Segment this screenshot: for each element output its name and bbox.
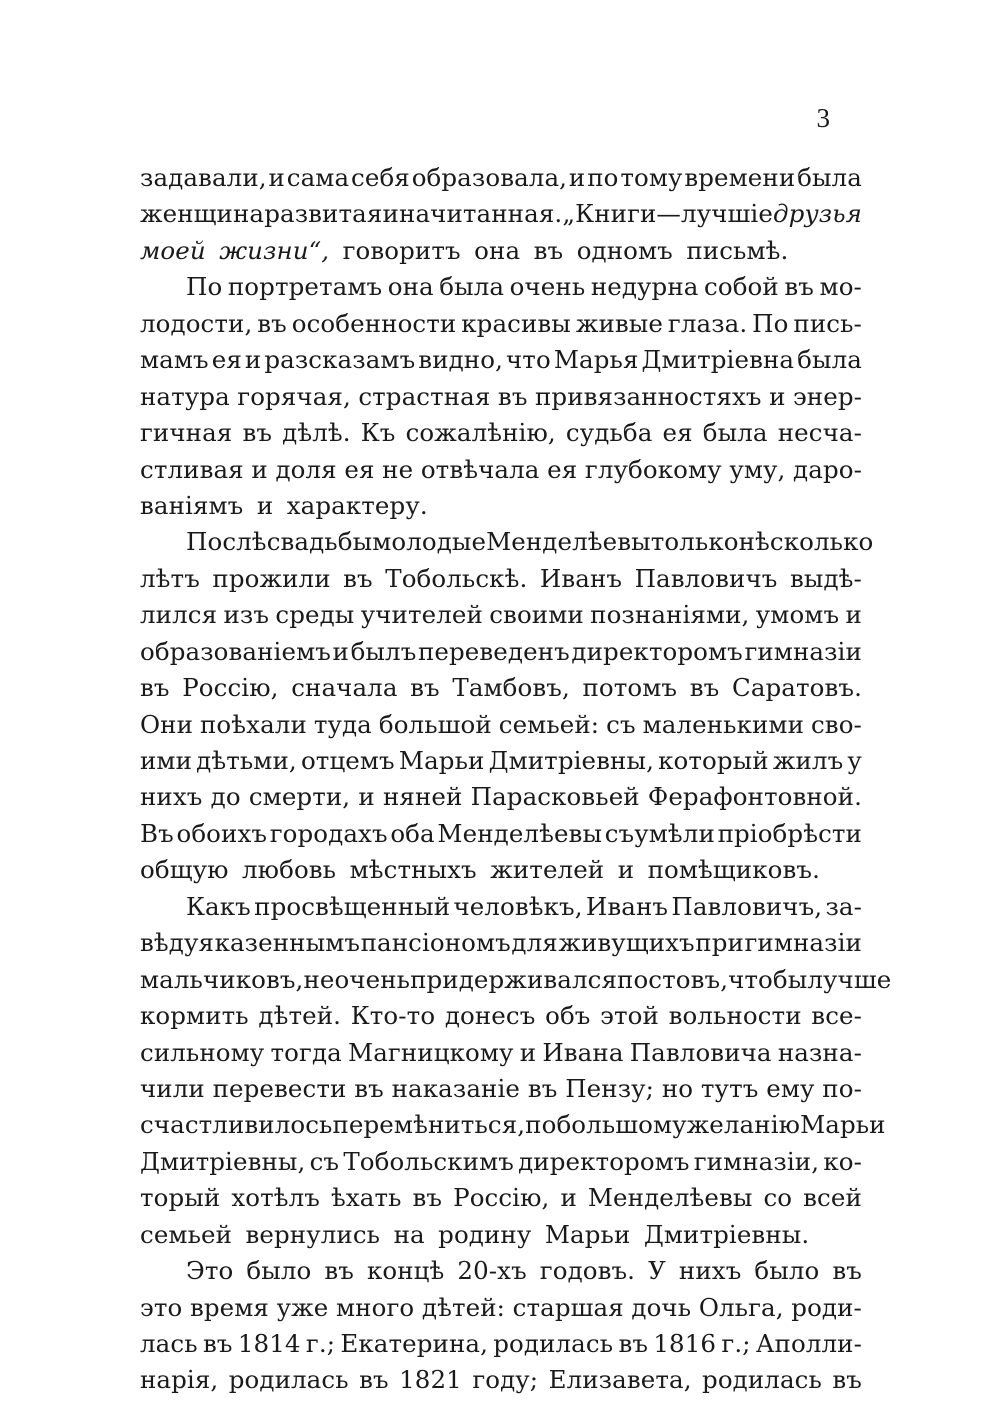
text-line: нарія, родилась въ 1821 году; Елизавета, родилась въ <box>140 1365 862 1395</box>
text-line: ими дѣтьми, отцемъ Марьи Дмитріевны, который жилъ у <box>140 746 862 775</box>
text-line: Какъ просвѣщенный человѣкъ, Иванъ Павловичъ, за- <box>186 891 862 921</box>
text-line: гичная въ дѣлѣ. Къ сожалѣнію, судьба ея была несча- <box>140 418 862 448</box>
text-line: моей жизни“, говоритъ она въ одномъ письмѣ. <box>140 235 789 265</box>
text-line: семьей вернулись на родину Марьи Дмитріевны. <box>140 1219 810 1249</box>
page-number: 3 <box>816 103 830 133</box>
text-line: женщина развитая и начитанная. „Книги—лучшіе друзья <box>140 199 862 229</box>
text-line: задавали, и сама себя образовала, и по тому времени была <box>140 163 862 192</box>
text-line: въ Россію, сначала въ Тамбовъ, потомъ въ Саратовъ. <box>140 673 862 703</box>
text-line: лодости, въ особенности красивы живые глаза. По пись- <box>140 308 862 338</box>
text-line: лась въ 1814 г.; Екатерина, родилась въ 1816 г.; Аполли- <box>140 1329 862 1358</box>
text-line: лился изъ среды учителей своими познаніями, умомъ и <box>140 600 862 630</box>
text-line: Въ обоихъ городахъ оба Менделѣевы съумѣли пріобрѣсти <box>140 818 862 848</box>
text-line: нихъ до смерти, и няней Парасковьей Ферафонтовной. <box>140 782 862 812</box>
text-line: торый хотѣлъ ѣхать въ Россію, и Менделѣевы со всей <box>140 1183 862 1213</box>
text-line: Послѣ свадьбы молодые Менделѣевы только нѣсколько <box>186 527 874 557</box>
text-line: стливая и доля ея не отвѣчала ея глубокому уму, даро- <box>140 454 862 484</box>
text-line: мамъ ея и разсказамъ видно, что Марья Дмитріевна была <box>140 345 862 375</box>
text-line: счастливилось перемѣниться, по большому желанію Марьи <box>140 1110 886 1140</box>
text-line: общую любовь мѣстныхъ жителей и помѣщиковъ. <box>140 855 820 885</box>
text-line: сильному тогда Магницкому и Ивана Павловича назна- <box>140 1037 862 1067</box>
text-line: лѣтъ прожили въ Тобольскѣ. Иванъ Павловичъ выдѣ- <box>140 563 862 593</box>
text-line: чили перевести въ наказаніе въ Пензу; но тутъ ему по- <box>140 1073 862 1103</box>
text-line: По портретамъ она была очень недурна собой въ мо- <box>186 272 862 302</box>
text-line: натура горячая, страстная въ привязанностяхъ и энер- <box>140 381 862 411</box>
body-text <box>140 160 892 1399</box>
text-line: Они поѣхали туда большой семьей: съ маленькими сво- <box>140 709 862 739</box>
text-line: кормить дѣтей. Кто-то донесъ объ этой вольности все- <box>140 1001 862 1031</box>
text-line: Это было въ концѣ 20-хъ годовъ. У нихъ было въ <box>186 1256 862 1286</box>
text-line: вѣдуя казеннымъ пансіономъ для живущихъ при гимназіи <box>140 928 862 958</box>
text-line: образованіемъ и былъ переведенъ директоромъ гимназіи <box>140 636 862 666</box>
text-line: ваніямъ и характеру. <box>140 490 428 520</box>
text-line: это время уже много дѣтей: старшая дочь Ольга, роди- <box>140 1292 862 1322</box>
text-line: Дмитріевны, съ Тобольскимъ директоромъ гимназіи, ко- <box>140 1146 862 1176</box>
text-line: мальчиковъ, не очень придерживался постовъ, чтобы лучше <box>140 964 892 994</box>
